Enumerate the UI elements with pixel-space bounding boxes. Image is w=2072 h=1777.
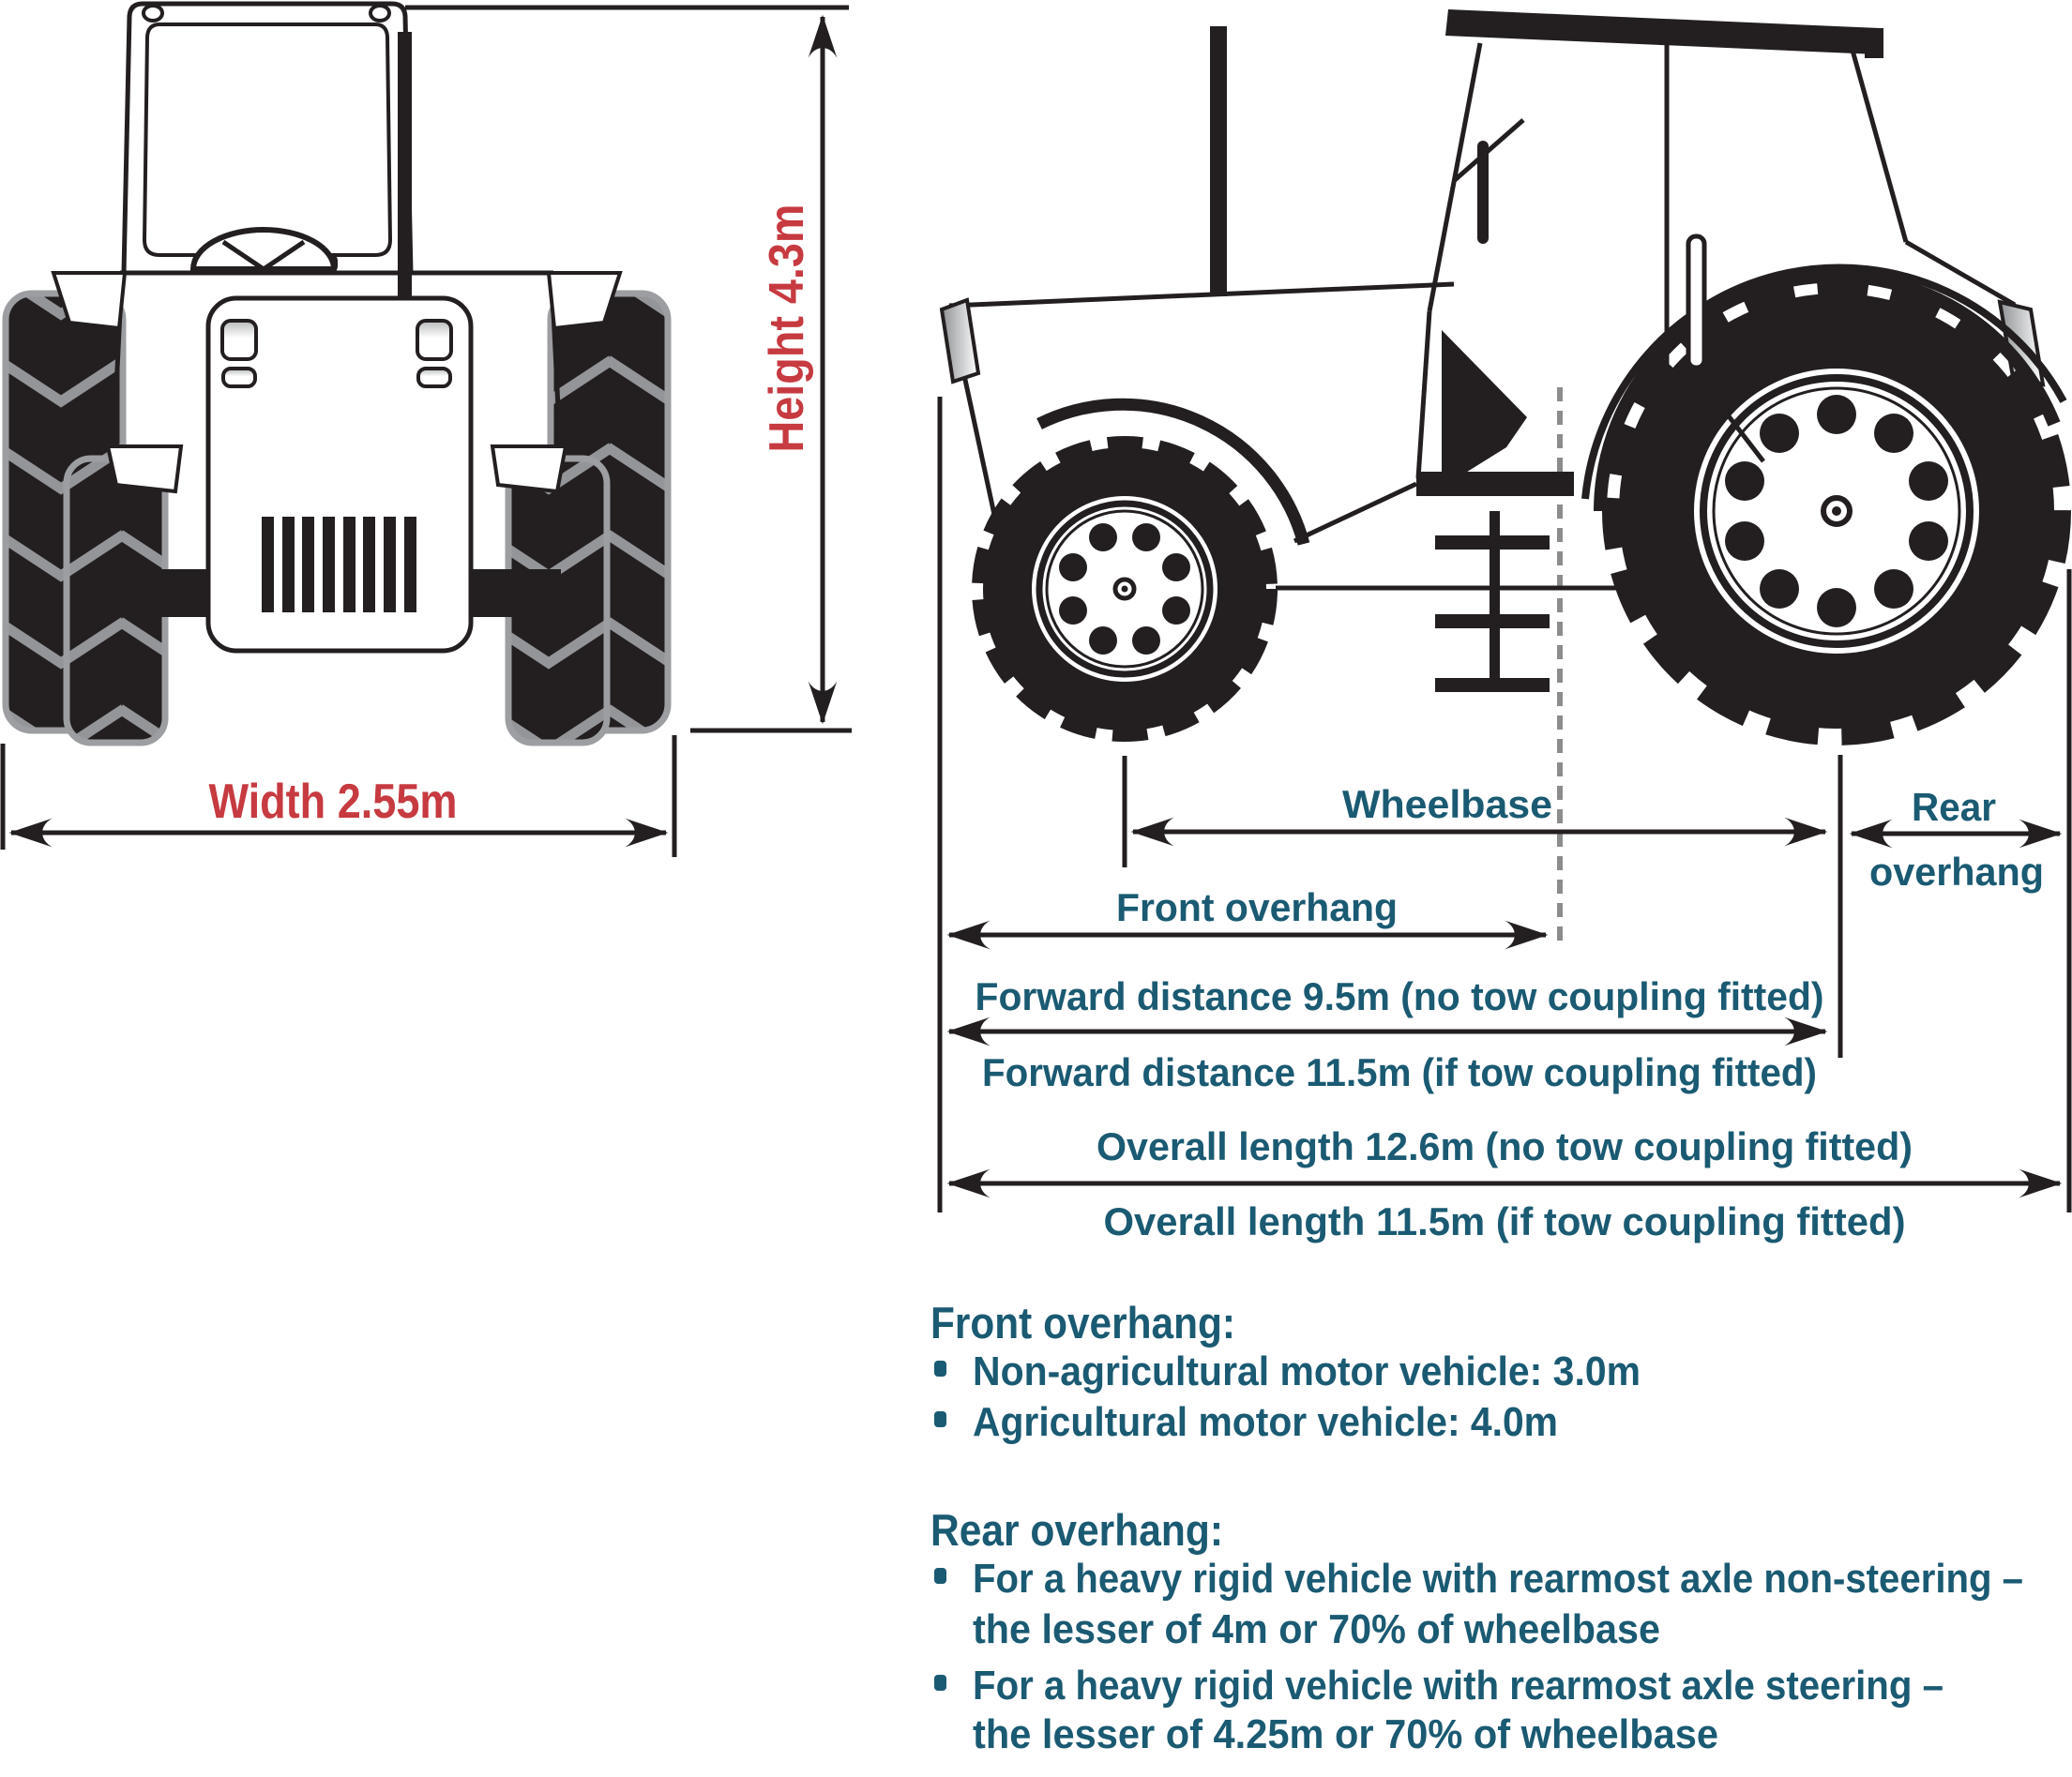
front-view-tractor	[6, 4, 668, 743]
forward-distance-tow-label: Forward distance 11.5m (if tow coupling fitted)	[982, 1050, 1817, 1094]
front-axle-bar-right	[463, 569, 561, 617]
side-view-exhaust-stack	[1210, 26, 1227, 296]
bullet-icon	[934, 1361, 946, 1377]
rear-overhang-item-2-line-1: For a heavy rigid vehicle with rearmost axle steering –	[973, 1663, 1943, 1709]
rear-overhang-item-1-line-2: the lesser of 4m or 70% of wheelbase	[973, 1606, 1660, 1652]
rear-overhang-item-1-line-1: For a heavy rigid vehicle with rearmost axle non-steering –	[973, 1556, 2023, 1602]
overall-length-no-tow-label: Overall length 12.6m (no tow coupling fitted)	[1096, 1124, 1913, 1168]
front-overhang-item-2: Agricultural motor vehicle: 4.0m	[973, 1399, 1558, 1445]
headlight-right-icon	[417, 321, 451, 359]
cab-bolt-left-icon	[144, 6, 162, 21]
bullet-icon	[934, 1675, 946, 1691]
rear-overhang-label-line2: overhang	[1869, 850, 2044, 894]
step-right	[492, 446, 566, 491]
rear-overhang-heading: Rear overhang:	[930, 1505, 1223, 1555]
front-overhang-item-1: Non-agricultural motor vehicle: 3.0m	[973, 1348, 1641, 1394]
wheelbase-label: Wheelbase	[1342, 782, 1552, 826]
headlight-left-icon	[222, 321, 256, 359]
three-point-hitch	[1435, 511, 1550, 692]
width-label: Width 2.55m	[208, 775, 458, 829]
bullet-icon	[934, 1568, 946, 1584]
cab-bolt-right-icon	[371, 6, 389, 21]
step-left	[108, 446, 181, 491]
overall-length-tow-label: Overall length 11.5m (if tow coupling fitted)	[1103, 1199, 1906, 1243]
height-label: Height 4.3m	[760, 175, 814, 453]
front-view-exhaust-stack	[398, 32, 412, 302]
marker-lamp-right-icon	[418, 369, 450, 386]
cab-roof	[1445, 9, 1880, 54]
rear-overhang-label-line1: Rear	[1912, 785, 1996, 829]
front-axle-bar-left	[113, 569, 210, 617]
front-overhang-heading: Front overhang:	[930, 1298, 1235, 1348]
cab-roof-end-cap	[1865, 28, 1883, 58]
front-wheel	[983, 447, 1266, 730]
bullet-icon	[934, 1411, 946, 1427]
cab-window-shade	[1442, 330, 1527, 488]
front-marker-light-icon	[942, 300, 978, 382]
cab-floor-bar	[1416, 472, 1574, 496]
front-view-windshield	[144, 24, 390, 255]
rear-overhang-item-2-line-2: the lesser of 4.25m or 70% of wheelbase	[973, 1711, 1718, 1757]
front-overhang-label: Front overhang	[1116, 885, 1398, 929]
forward-distance-no-tow-label: Forward distance 9.5m (no tow coupling fitted)	[975, 974, 1824, 1018]
rear-wheel	[1619, 294, 2054, 729]
marker-lamp-left-icon	[223, 369, 255, 386]
notes-block	[930, 1298, 2023, 1757]
door-handle-icon	[1688, 236, 1704, 368]
